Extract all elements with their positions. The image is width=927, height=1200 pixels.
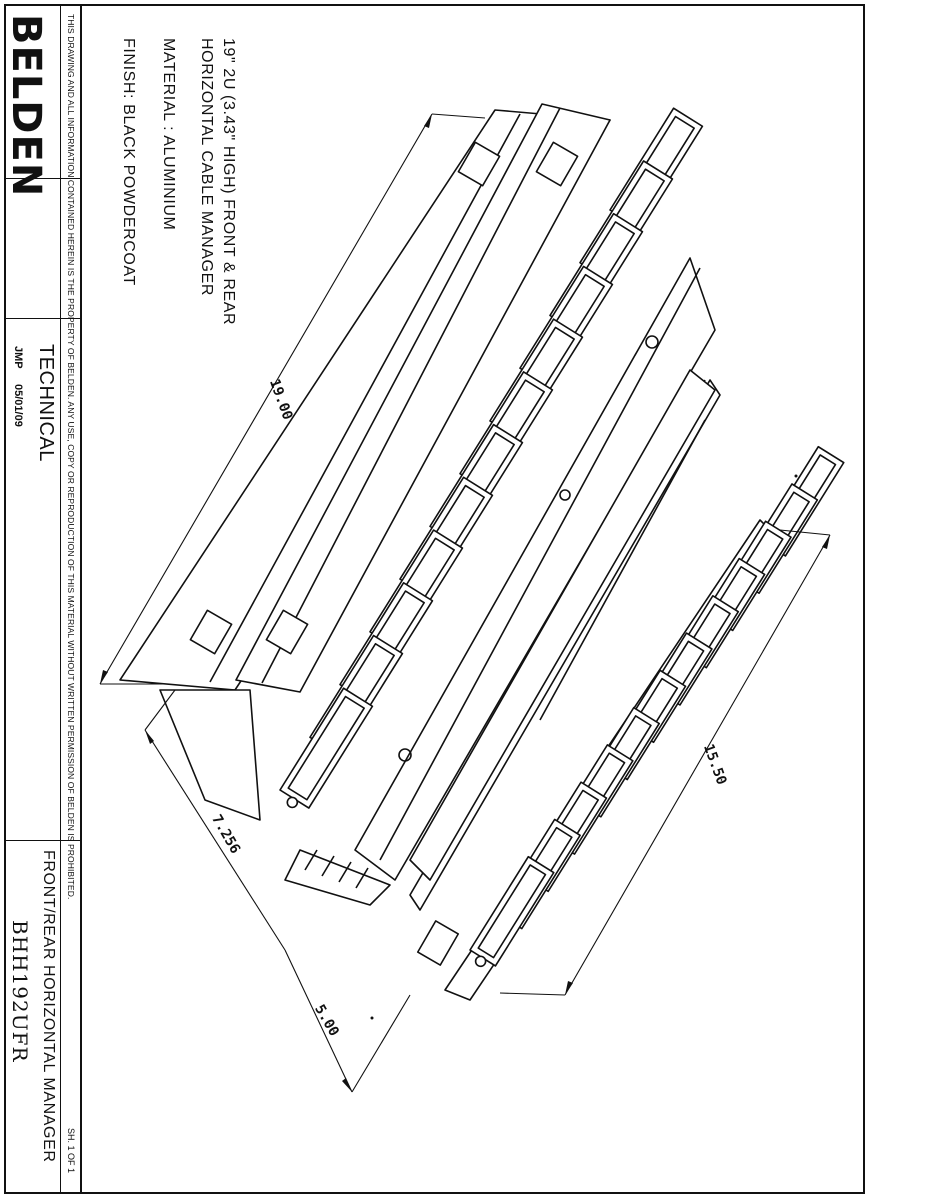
copyright-notice: THIS DRAWING AND ALL INFORMATION CONTAINED HEREIN IS THE PROPERTY OF BELDEN. ANY USE, COPY OR REPRODUCTION OF THIS MATERIAL WITHOUT WRITTEN PERMISSION OF BELDEN IS PROHIBITED. <box>66 14 76 900</box>
rear-finger-ring <box>465 857 554 974</box>
author-initials: JMP <box>12 346 24 369</box>
front-finger-ring <box>275 688 372 815</box>
drawing-number: BHH192UFR <box>8 920 32 1063</box>
spec-finish: FINISH: BLACK POWDERCOAT <box>120 38 137 286</box>
drawing-date: 05/01/09 <box>12 384 24 427</box>
dimension-rear-depth: 5.00 <box>311 1002 342 1040</box>
spec-line-2: HORIZONTAL CABLE MANAGER <box>198 38 215 296</box>
sheet-number: SH. 1 OF 1 <box>66 1128 76 1174</box>
category-label: TECHNICAL <box>35 344 57 462</box>
dimension-front-depth: 7.256 <box>208 812 244 857</box>
dimension-width: 19.00 <box>265 377 296 423</box>
belden-logo: BELDEN <box>3 14 49 198</box>
drawing-title: FRONT/REAR HORIZONTAL MANAGER <box>40 850 57 1163</box>
spec-line-1: 19" 2U (3.43" HIGH) FRONT & REAR <box>220 38 237 326</box>
spec-material: MATERIAL : ALUMINIUM <box>160 38 177 231</box>
dimension-total-depth: 15.50 <box>699 742 730 788</box>
